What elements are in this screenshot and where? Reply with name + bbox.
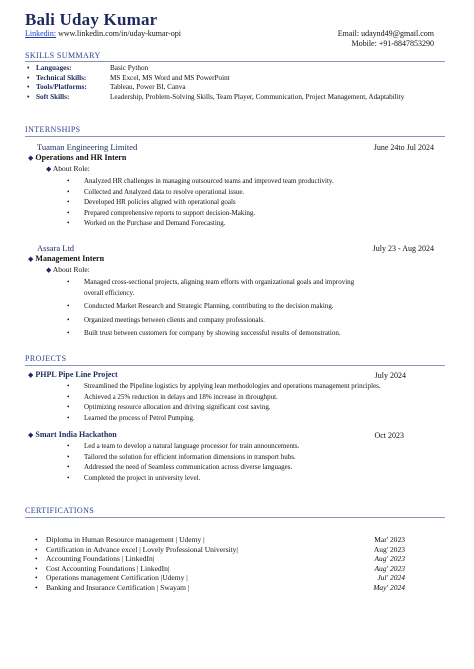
internship-points (67, 176, 334, 229)
internship-role-text: Management Intern (35, 254, 105, 263)
list-item: • Organized meetings between clients and company professionals. (67, 315, 265, 324)
internship-company: Tuaman Engineering Limited (37, 142, 138, 152)
linkedin-link[interactable]: Linkedin: (25, 29, 57, 38)
about-role-label: ◆ About Role: (46, 164, 90, 173)
internship-company: Assara Ltd (37, 243, 75, 253)
list-item: • Addressed the need of Seamless communication across diverse languages. (67, 463, 293, 471)
skill-value: Tableau, Power BI, Canva (110, 83, 186, 91)
project-title-text: Smart India Hackathon (35, 430, 117, 439)
certifications-section-title: CERTIFICATIONS (25, 506, 95, 515)
project-date: July 2024 (374, 371, 406, 380)
list-item: • Prepared comprehensive reports to support decision-Making. (67, 208, 256, 217)
list-item: • Built trust between customers for company by showing successful results of demonstration. (67, 329, 341, 337)
cert-date: May' 2024 (373, 582, 405, 592)
list-item: • Developed HR policies aligned with operational goals (67, 198, 236, 206)
project-title: ◆ Smart India Hackathon (28, 430, 117, 439)
list-item: • Conducted Market Research and Strategic Planning, contributing to the decision making. (67, 302, 334, 310)
project-points (67, 441, 300, 483)
list-item: • Certification in Advance excel | Lovely Professional University| Aug' 2023 (35, 544, 405, 554)
list-item: • Operations management Certification |Udemy | Jul' 2024 (35, 573, 405, 583)
list-item: • Streamlined the Pipeline logistics by applying lean methodologies and operations management principles. (67, 382, 381, 390)
skills-divider (25, 61, 445, 62)
list-item: • Achieved a 25% reduction in delays and 18% increase in throughput. (67, 392, 278, 401)
projects-divider (25, 365, 445, 366)
list-item: • Banking and Insurance Certification | Swayam | May' 2024 (35, 582, 405, 592)
list-item: • Led a team to develop a natural language processor for train announcements. (67, 442, 300, 450)
internship-role: ◆ Operations and HR Intern (28, 153, 127, 162)
internship-role-text: Operations and HR Intern (35, 153, 127, 162)
skill-row: • Technical Skills: MS Excel, MS Word and MS PowerPoint (27, 73, 230, 82)
candidate-name: Bali Uday Kumar (25, 10, 158, 29)
certifications-divider (25, 517, 445, 518)
list-item: • Tailored the solution for efficient information dimensions in transport hubs. (67, 452, 296, 461)
skill-key: Soft Skills: (36, 92, 70, 101)
cert-date: Aug' 2023 (374, 554, 405, 564)
internship-date: June 24to Jul 2024 (373, 143, 434, 152)
internship-role: ◆ Management Intern (28, 254, 105, 263)
list-item: • Completed the project in university level. (67, 473, 201, 482)
skills-list (27, 64, 404, 102)
cert-date: Jul' 2024 (377, 573, 405, 583)
about-role-label: ◆ About Role: (46, 265, 90, 274)
skill-value: Basic Python (110, 64, 149, 72)
cert-date: Aug' 2023 (373, 544, 405, 554)
linkedin-url[interactable]: www.linkedin.com/in/uday-kumar-opi (58, 29, 181, 38)
skill-key: Tools/Platforms: (36, 83, 87, 91)
skill-row: • Soft Skills: Leadership, Problem-Solving Skills, Team Player, Communication, Project Management, Adaptability (27, 92, 405, 101)
about-role-text: About Role: (52, 164, 90, 173)
internships-divider (25, 136, 445, 137)
list-item: • Optimizing resource allocation and driving significant cost saving. (67, 403, 271, 411)
list-item: • Accounting Foundations | LinkedIn| Aug' 2023 (35, 554, 405, 564)
project-date: Oct 2023 (374, 431, 404, 440)
skills-section-title: SKILLS SUMMARY (25, 51, 101, 60)
list-item: • Cost Accounting Foundations | LinkedIn| Aug' 2023 (35, 563, 405, 573)
linkedin-line (25, 29, 181, 38)
list-item: overall efficiency. (84, 288, 135, 297)
list-item: • Worked on the Purchase and Demand Forecasting. (67, 219, 226, 227)
skill-row: • Tools/Platforms: Tableau, Power BI, Canva (27, 83, 186, 91)
skill-value: Leadership, Problem-Solving Skills, Team Player, Communication, Project Management, Adaptability (110, 92, 405, 101)
skill-row: • Languages: Basic Python (27, 64, 149, 72)
skill-value: MS Excel, MS Word and MS PowerPoint (110, 73, 230, 82)
list-item: • Learned the process of Petrol Pumping. (67, 413, 195, 422)
list-item: • Analyzed HR challenges in managing outsourced teams and improved team productivity. (67, 177, 334, 185)
about-role-text: About Role: (52, 265, 90, 274)
project-points (67, 381, 381, 423)
email-text[interactable]: Email: udaynd49@gmail.com (337, 29, 434, 38)
mobile-text: Mobile: +91-8847853290 (351, 39, 434, 48)
list-item: • Managed cross-sectional projects, aligning team efforts with organizational goals and improving (67, 278, 355, 286)
cert-date: Aug' 2023 (374, 563, 405, 573)
projects-section-title: PROJECTS (25, 354, 67, 363)
internship-points (67, 277, 355, 339)
project-title: ◆ PHPL Pipe Line Project (28, 370, 118, 379)
skill-key: Languages: (36, 64, 72, 72)
cert-date: Mar' 2023 (374, 535, 405, 544)
list-item: • Collected and Analyzed data to resolve operational issue. (67, 187, 245, 196)
internship-date: July 23 - Aug 2024 (372, 244, 434, 253)
skill-key: Technical Skills: (36, 73, 87, 82)
certifications-list (35, 535, 405, 593)
internships-section-title: INTERNSHIPS (25, 125, 81, 134)
project-title-text: PHPL Pipe Line Project (35, 370, 118, 379)
list-item: • Diploma in Human Resource management | Udemy | Mar' 2023 (35, 535, 405, 544)
